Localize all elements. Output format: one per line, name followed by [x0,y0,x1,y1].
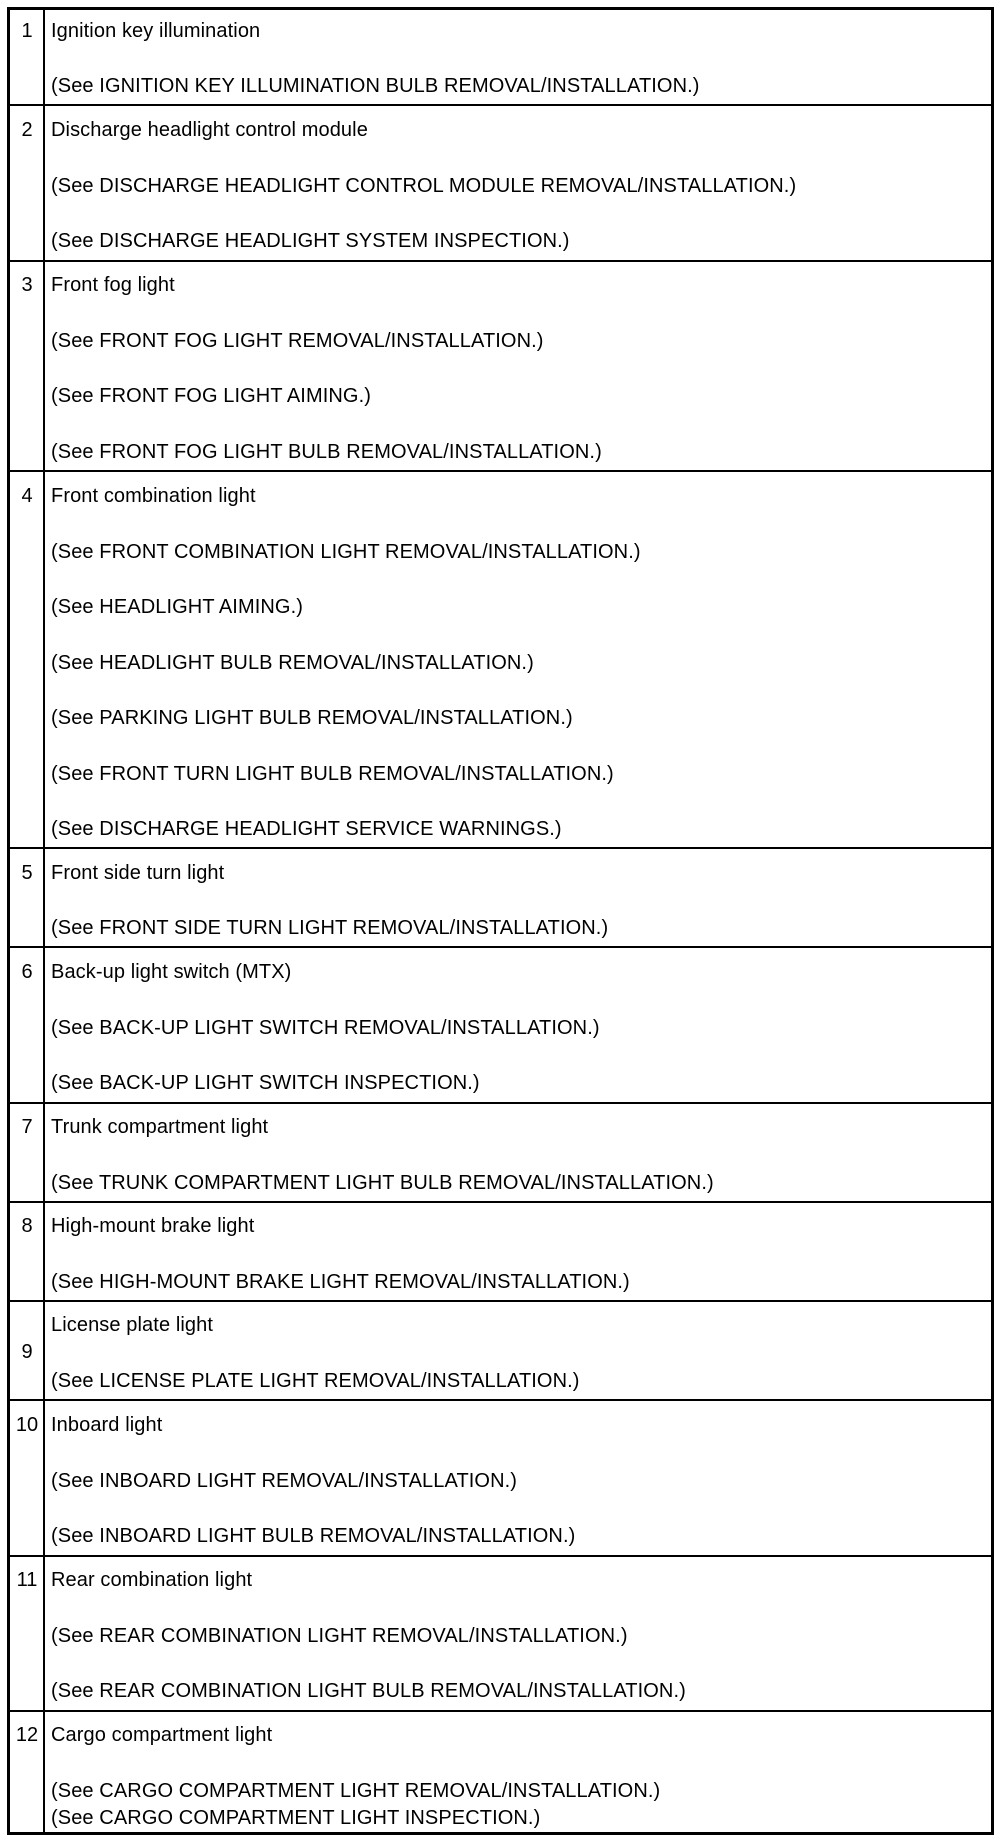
row-divider [10,1201,991,1203]
reference-link[interactable]: (See FRONT FOG LIGHT REMOVAL/INSTALLATION.) [51,330,544,352]
row-number: 5 [21,862,33,884]
row-number: 12 [15,1724,39,1746]
component-name: Front side turn light [51,862,225,884]
row-divider [10,1555,991,1557]
component-name: License plate light [51,1314,214,1336]
reference-link[interactable]: (See BACK-UP LIGHT SWITCH INSPECTION.) [51,1072,480,1094]
component-name: Inboard light [51,1414,163,1436]
reference-link[interactable]: (See REAR COMBINATION LIGHT REMOVAL/INSTALLATION.) [51,1625,628,1647]
reference-link[interactable]: (See FRONT SIDE TURN LIGHT REMOVAL/INSTALLATION.) [51,917,609,939]
row-number: 8 [21,1215,33,1237]
reference-link[interactable]: (See FRONT FOG LIGHT AIMING.) [51,385,371,407]
row-number: 9 [21,1341,33,1363]
reference-link[interactable]: (See INBOARD LIGHT REMOVAL/INSTALLATION.) [51,1470,518,1492]
reference-link[interactable]: (See CARGO COMPARTMENT LIGHT INSPECTION.) [51,1807,541,1829]
row-divider [10,1102,991,1104]
component-reference-table [7,7,994,1835]
reference-link[interactable]: (See INBOARD LIGHT BULB REMOVAL/INSTALLATION.) [51,1525,576,1547]
reference-link[interactable]: (See LICENSE PLATE LIGHT REMOVAL/INSTALLATION.) [51,1370,580,1392]
reference-link[interactable]: (See TRUNK COMPARTMENT LIGHT BULB REMOVAL/INSTALLATION.) [51,1172,714,1194]
row-divider [10,104,991,106]
row-number: 10 [15,1414,39,1436]
row-divider [10,1300,991,1302]
row-divider [10,1399,991,1401]
component-name: Cargo compartment light [51,1724,273,1746]
reference-link[interactable]: (See HEADLIGHT BULB REMOVAL/INSTALLATION.) [51,652,534,674]
reference-link[interactable]: (See REAR COMBINATION LIGHT BULB REMOVAL/INSTALLATION.) [51,1680,686,1702]
reference-link[interactable]: (See DISCHARGE HEADLIGHT SERVICE WARNINGS.) [51,818,562,840]
component-name: Rear combination light [51,1569,253,1591]
reference-link[interactable]: (See DISCHARGE HEADLIGHT CONTROL MODULE REMOVAL/INSTALLATION.) [51,175,797,197]
reference-link[interactable]: (See FRONT TURN LIGHT BULB REMOVAL/INSTALLATION.) [51,763,614,785]
component-name: Discharge headlight control module [51,119,368,141]
component-name: Ignition key illumination [51,20,261,42]
reference-link[interactable]: (See HEADLIGHT AIMING.) [51,596,303,618]
row-number: 6 [21,961,33,983]
reference-link[interactable]: (See BACK-UP LIGHT SWITCH REMOVAL/INSTALLATION.) [51,1017,600,1039]
row-divider [10,470,991,472]
row-number: 1 [21,20,33,42]
component-name: Front fog light [51,274,175,296]
reference-link[interactable]: (See DISCHARGE HEADLIGHT SYSTEM INSPECTION.) [51,230,570,252]
reference-link[interactable]: (See IGNITION KEY ILLUMINATION BULB REMOVAL/INSTALLATION.) [51,75,700,97]
component-name: Front combination light [51,485,256,507]
row-divider [10,260,991,262]
reference-link[interactable]: (See PARKING LIGHT BULB REMOVAL/INSTALLATION.) [51,707,573,729]
row-number: 11 [16,1569,38,1591]
row-divider [10,946,991,948]
row-number: 4 [21,485,33,507]
row-number: 3 [21,274,33,296]
row-number: 7 [21,1116,33,1138]
reference-link[interactable]: (See FRONT COMBINATION LIGHT REMOVAL/INSTALLATION.) [51,541,641,563]
row-divider [10,1710,991,1712]
row-divider [10,847,991,849]
component-name: Trunk compartment light [51,1116,269,1138]
component-name: High-mount brake light [51,1215,255,1237]
row-number: 2 [21,119,33,141]
reference-link[interactable]: (See HIGH-MOUNT BRAKE LIGHT REMOVAL/INSTALLATION.) [51,1271,630,1293]
reference-link[interactable]: (See CARGO COMPARTMENT LIGHT REMOVAL/INSTALLATION.) [51,1780,661,1802]
component-name: Back-up light switch (MTX) [51,961,292,983]
reference-link[interactable]: (See FRONT FOG LIGHT BULB REMOVAL/INSTALLATION.) [51,441,602,463]
